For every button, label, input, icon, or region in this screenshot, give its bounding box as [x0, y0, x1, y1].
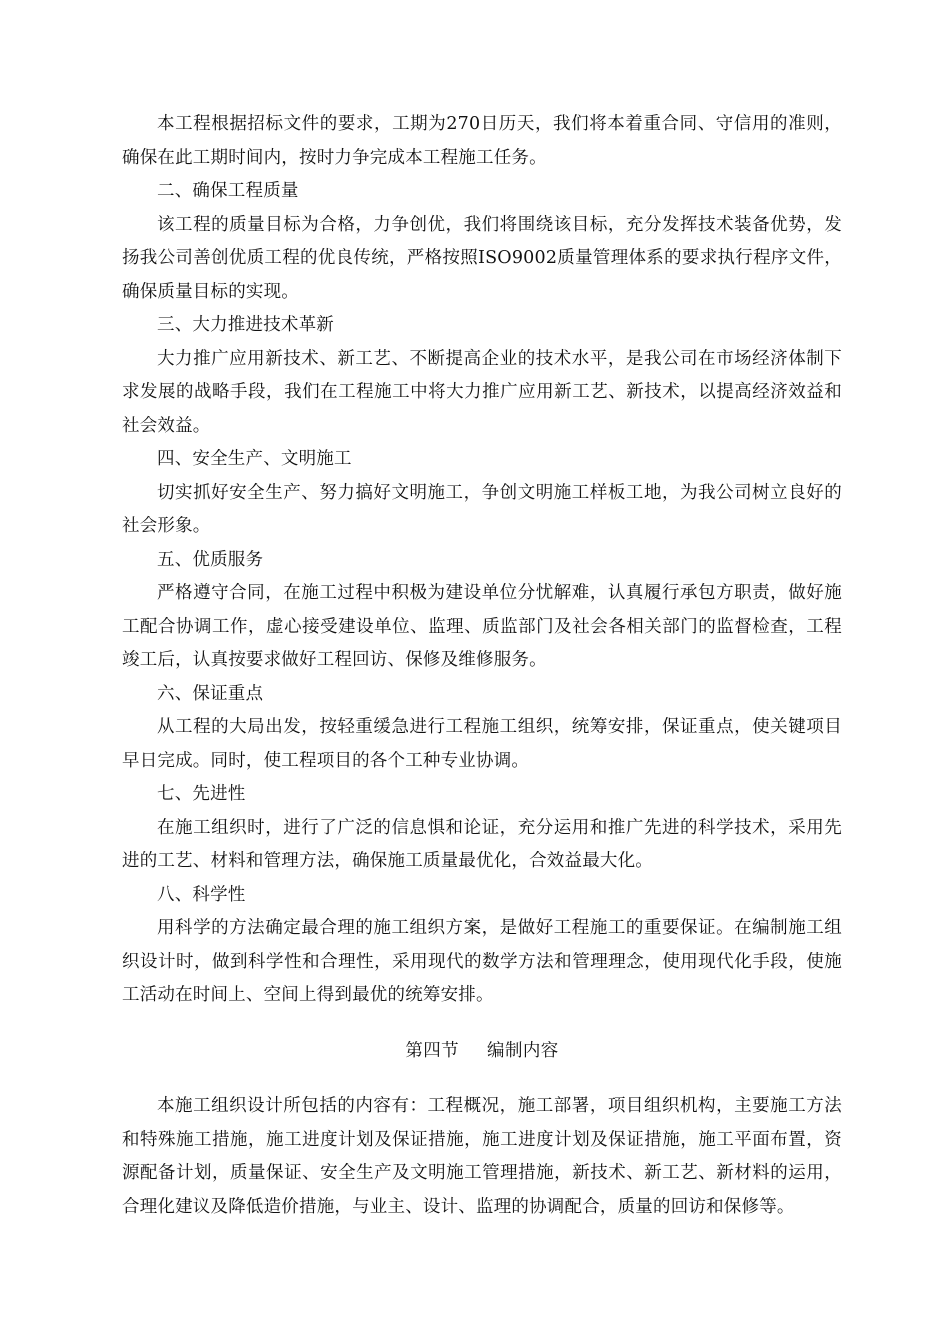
- section-number: 第四节: [405, 1040, 460, 1061]
- section-title: 编制内容: [487, 1040, 559, 1061]
- heading-quality: 二、确保工程质量: [157, 181, 299, 201]
- section-heading: [122, 1035, 842, 1069]
- heading-priorities: 六、保证重点: [157, 683, 264, 704]
- paragraph-safety: 切实抓好安全生产、努力搞好文明施工，争创文明施工样板工地，为我公司树立良好的社会形象。: [122, 482, 842, 536]
- paragraph-scientific: 用科学的方法确定最合理的施工组织方案，是做好工程施工的重要保证。在编制施工组织设计时，做到科学性和合理性，采用现代的数学方法和管理理念，使用现代化手段，使施工活动在时间上、空间上得到最优的统筹安排。: [122, 918, 842, 1005]
- heading-service: 五、优质服务: [157, 549, 264, 570]
- heading-technology: 三、大力推进技术革新: [157, 315, 334, 335]
- document-body: [122, 108, 842, 1224]
- paragraph-quality: 该工程的质量目标为合格，力争创优，我们将围绕该目标，充分发挥技术装备优势，发扬我公司善创优质工程的优良传统，严格按照ISO9002质量管理体系的要求执行程序文件，确保质量目标的实现。: [122, 214, 842, 302]
- paragraph-priorities: 从工程的大局出发，按轻重缓急进行工程施工组织，统筹安排，保证重点，使关键项目早日完成。同时，使工程项目的各个工种专业协调。: [122, 717, 842, 771]
- paragraph-technology: 大力推广应用新技术、新工艺、不断提高企业的技术水平，是我公司在市场经济体制下求发展的战略手段，我们在工程施工中将大力推广应用新工艺、新技术，以提高经济效益和社会效益。: [122, 348, 842, 436]
- heading-safety: 四、安全生产、文明施工: [157, 449, 352, 469]
- heading-advanced: 七、先进性: [157, 784, 246, 804]
- paragraph-advanced: 在施工组织时，进行了广泛的信息惧和论证，充分运用和推广先进的科学技术，采用先进的工艺、材料和管理方法，确保施工质量最优化，合效益最大化。: [122, 817, 842, 871]
- paragraph-contents: 本施工组织设计所包括的内容有：工程概况，施工部署，项目组织机构，主要施工方法和特殊施工措施，施工进度计划及保证措施，施工进度计划及保证措施，施工平面布置，资源配备计划，质量保证、安全生产及文明施工管理措施，新技术、新工艺、新材料的运用，合理化建议及降低造价措施，与业主、设计、监理的协调配合，质量的回访和保修等。: [122, 1096, 842, 1217]
- paragraph-service: 严格遵守合同，在施工过程中积极为建设单位分忧解难，认真履行承包方职责，做好施工配合协调工作，虚心接受建设单位、监理、质监部门及社会各相关部门的监督检查，工程竣工后，认真按要求做好工程回访、保修及维修服务。: [122, 583, 842, 670]
- heading-scientific: 八、科学性: [157, 884, 246, 905]
- paragraph-schedule: 本工程根据招标文件的要求，工期为270日历天，我们将本着重合同、守信用的准则，确保在此工期时间内，按时力争完成本工程施工任务。: [122, 114, 842, 168]
